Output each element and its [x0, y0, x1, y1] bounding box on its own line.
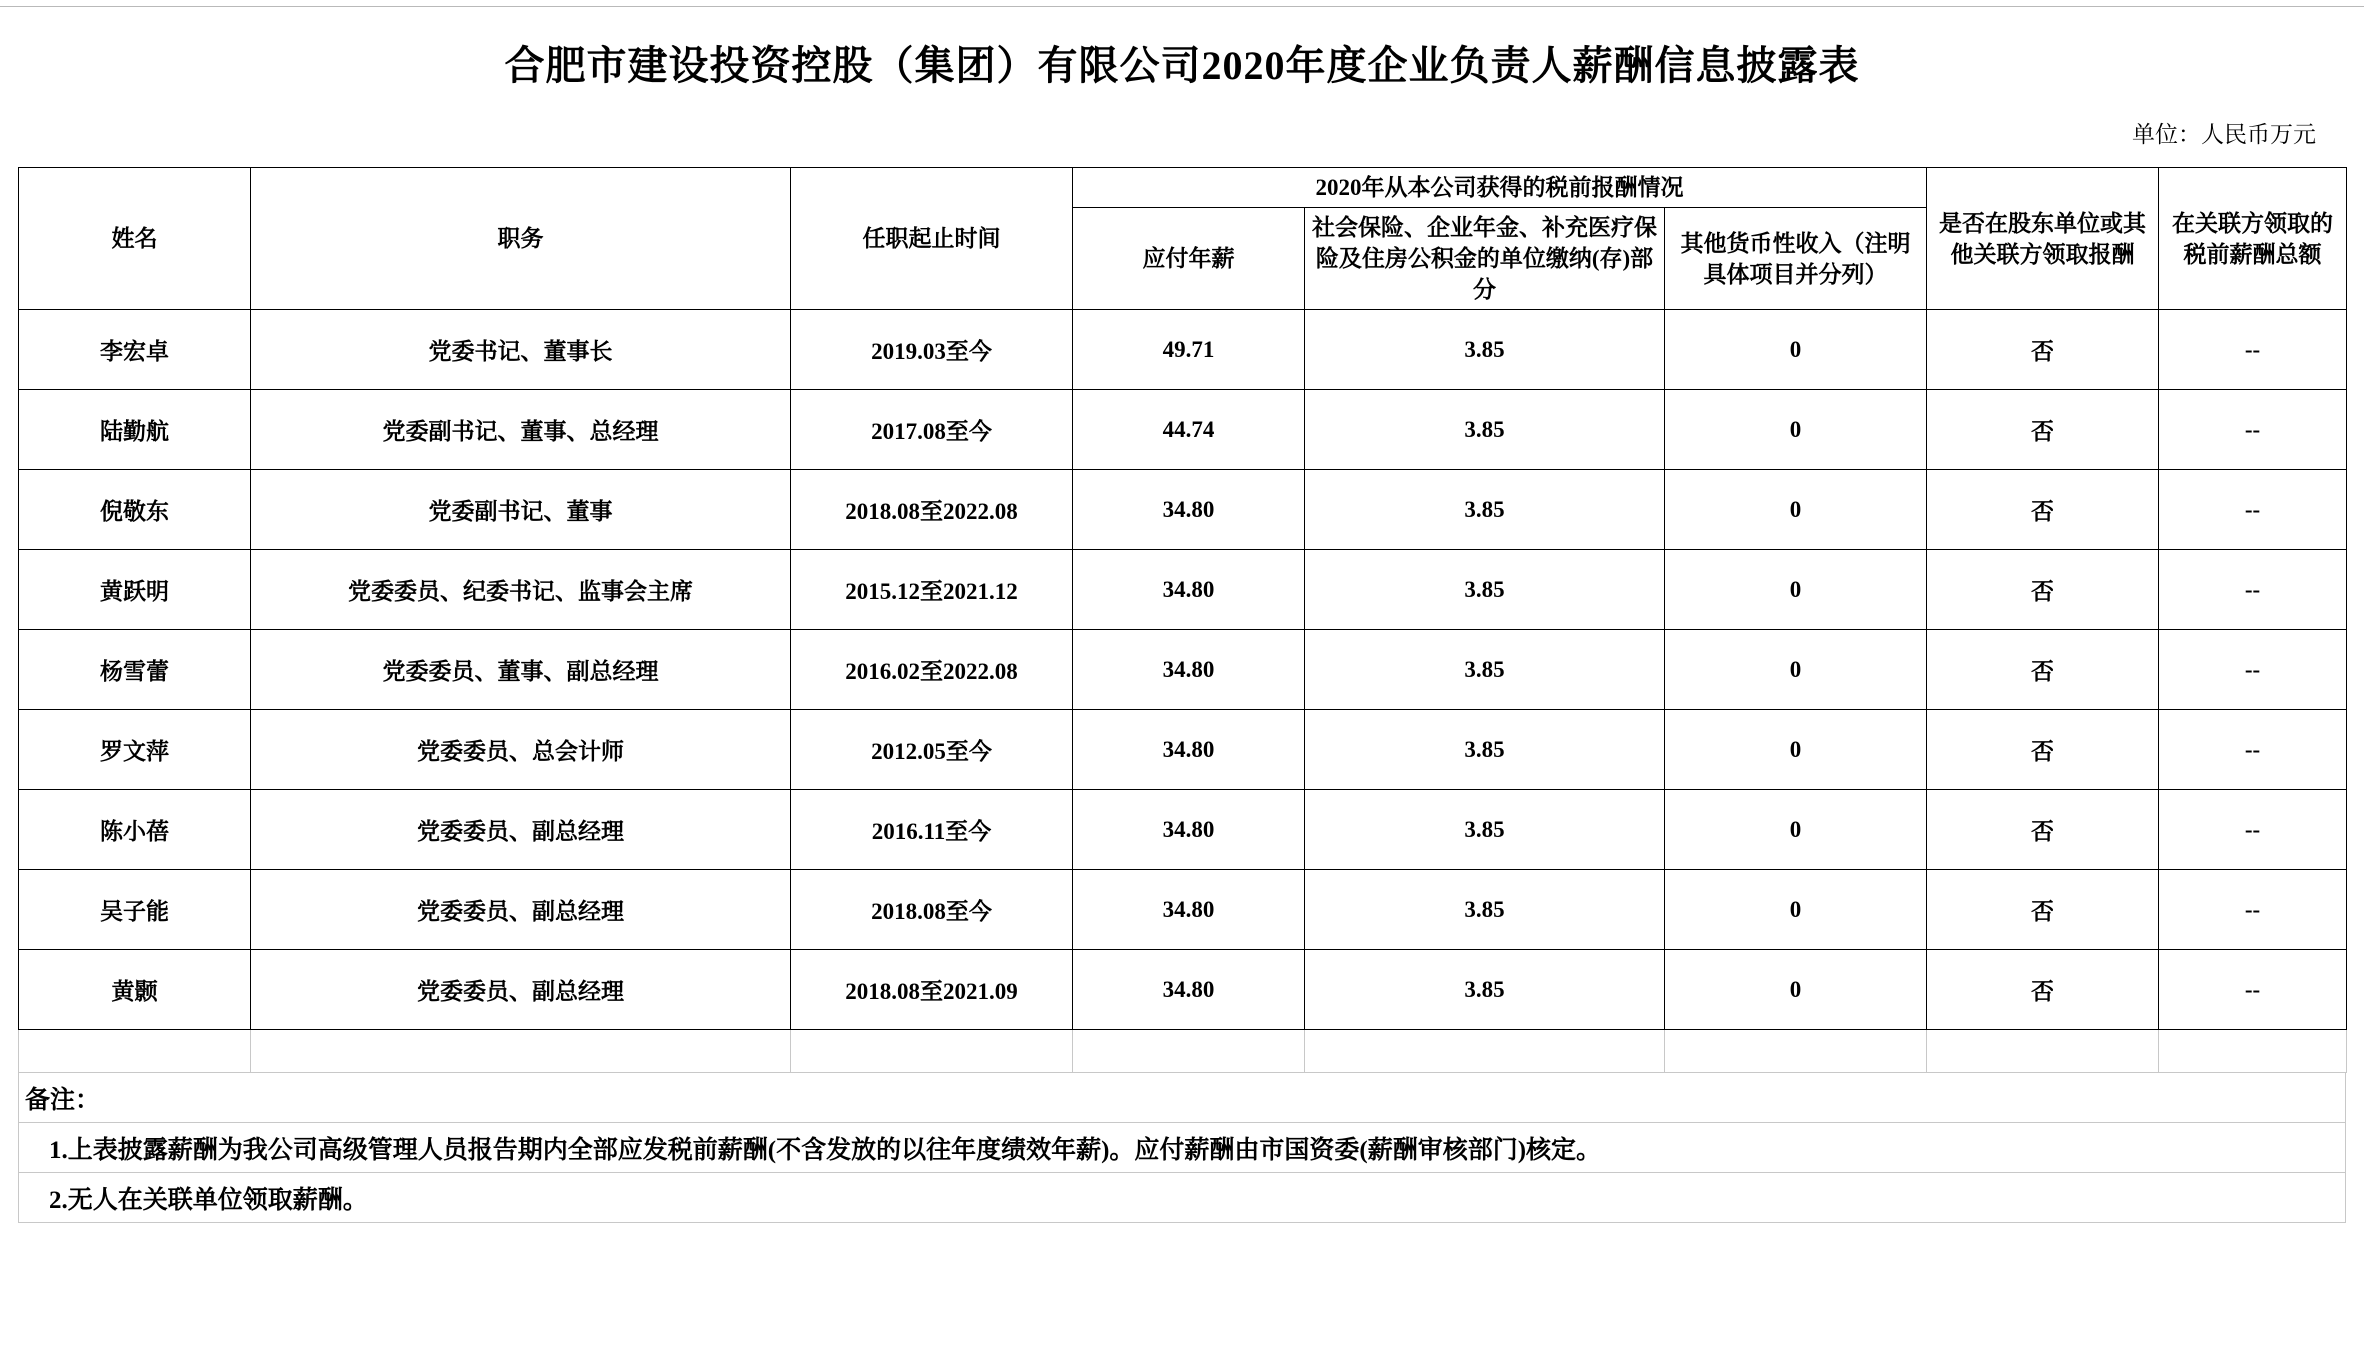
cell-insurance: 3.85: [1305, 550, 1665, 630]
cell-annual-pay: 34.80: [1073, 870, 1305, 950]
column-header-tenure: 任职起止时间: [791, 168, 1073, 310]
table-body: [19, 310, 2347, 1030]
note-item-text: 2.无人在关联单位领取薪酬。: [49, 1186, 368, 1214]
cell-from-shareholder: 否: [1927, 870, 2159, 950]
cell-annual-pay: 49.71: [1073, 310, 1305, 390]
cell-name: 李宏卓: [19, 310, 251, 390]
cell-from-shareholder: 否: [1927, 710, 2159, 790]
cell-related-total: --: [2159, 870, 2347, 950]
cell-name: 黄颢: [19, 950, 251, 1030]
spacer-cell: [1073, 1030, 1305, 1073]
table-row: [19, 310, 2347, 390]
column-header-related-total: 在关联方领取的税前薪酬总额: [2159, 168, 2347, 310]
cell-insurance: 3.85: [1305, 310, 1665, 390]
spacer-cell: [1305, 1030, 1665, 1073]
spacer-cell: [1665, 1030, 1927, 1073]
cell-annual-pay: 34.80: [1073, 470, 1305, 550]
notes-section: [18, 1073, 2346, 1223]
cell-post: 党委委员、总会计师: [251, 710, 791, 790]
cell-post: 党委委员、董事、副总经理: [251, 630, 791, 710]
cell-other-income: 0: [1665, 790, 1927, 870]
table-row: [19, 390, 2347, 470]
cell-post: 党委副书记、董事: [251, 470, 791, 550]
table-header: [19, 168, 2347, 310]
cell-post: 党委书记、董事长: [251, 310, 791, 390]
cell-annual-pay: 44.74: [1073, 390, 1305, 470]
cell-post: 党委委员、副总经理: [251, 950, 791, 1030]
spacer-cell: [1927, 1030, 2159, 1073]
note-item: [18, 1173, 2346, 1223]
cell-tenure: 2016.02至2022.08: [791, 630, 1073, 710]
cell-related-total: --: [2159, 790, 2347, 870]
cell-other-income: 0: [1665, 470, 1927, 550]
table-row: [19, 630, 2347, 710]
cell-insurance: 3.85: [1305, 710, 1665, 790]
cell-tenure: 2018.08至2022.08: [791, 470, 1073, 550]
cell-related-total: --: [2159, 310, 2347, 390]
unit-note: 单位：人民币万元: [2132, 122, 2316, 147]
table-row: [19, 710, 2347, 790]
cell-other-income: 0: [1665, 310, 1927, 390]
note-item-text: 1.上表披露薪酬为我公司高级管理人员报告期内全部应发税前薪酬(不含发放的以往年度绩效年薪)。应付薪酬由市国资委(薪酬审核部门)核定。: [49, 1136, 1602, 1164]
spacer-row: [18, 1030, 2347, 1073]
cell-name: 罗文萍: [19, 710, 251, 790]
cell-from-shareholder: 否: [1927, 390, 2159, 470]
column-header-insurance: 社会保险、企业年金、补充医疗保险及住房公积金的单位缴纳(存)部分: [1305, 208, 1665, 310]
cell-from-shareholder: 否: [1927, 550, 2159, 630]
table-row: [19, 470, 2347, 550]
column-header-name: 姓名: [19, 168, 251, 310]
cell-post: 党委副书记、董事、总经理: [251, 390, 791, 470]
top-rule-divider: [0, 6, 2364, 7]
cell-name: 吴子能: [19, 870, 251, 950]
column-header-group-pretax: 2020年从本公司获得的税前报酬情况: [1073, 168, 1927, 208]
cell-tenure: 2016.11至今: [791, 790, 1073, 870]
cell-other-income: 0: [1665, 390, 1927, 470]
cell-related-total: --: [2159, 710, 2347, 790]
cell-insurance: 3.85: [1305, 790, 1665, 870]
cell-tenure: 2015.12至2021.12: [791, 550, 1073, 630]
cell-from-shareholder: 否: [1927, 630, 2159, 710]
cell-name: 黄跃明: [19, 550, 251, 630]
cell-name: 陈小蓓: [19, 790, 251, 870]
cell-tenure: 2018.08至2021.09: [791, 950, 1073, 1030]
cell-insurance: 3.85: [1305, 390, 1665, 470]
spacer-cell: [791, 1030, 1073, 1073]
column-header-annual-pay: 应付年薪: [1073, 208, 1305, 310]
cell-other-income: 0: [1665, 550, 1927, 630]
cell-tenure: 2017.08至今: [791, 390, 1073, 470]
table-row: [19, 550, 2347, 630]
cell-related-total: --: [2159, 630, 2347, 710]
notes-label: 备注：: [25, 1086, 101, 1114]
cell-from-shareholder: 否: [1927, 470, 2159, 550]
header-row-top: [19, 168, 2347, 208]
spacer-cell: [251, 1030, 791, 1073]
cell-annual-pay: 34.80: [1073, 630, 1305, 710]
cell-name: 杨雪蕾: [19, 630, 251, 710]
cell-related-total: --: [2159, 470, 2347, 550]
cell-name: 陆勤航: [19, 390, 251, 470]
table-row: [19, 870, 2347, 950]
cell-related-total: --: [2159, 950, 2347, 1030]
cell-from-shareholder: 否: [1927, 950, 2159, 1030]
cell-from-shareholder: 否: [1927, 790, 2159, 870]
spacer-cell: [19, 1030, 251, 1073]
cell-insurance: 3.85: [1305, 630, 1665, 710]
cell-annual-pay: 34.80: [1073, 710, 1305, 790]
cell-related-total: --: [2159, 390, 2347, 470]
cell-post: 党委委员、副总经理: [251, 870, 791, 950]
cell-insurance: 3.85: [1305, 870, 1665, 950]
cell-other-income: 0: [1665, 710, 1927, 790]
cell-from-shareholder: 否: [1927, 310, 2159, 390]
notes-label-row: [18, 1073, 2346, 1123]
cell-insurance: 3.85: [1305, 950, 1665, 1030]
cell-tenure: 2018.08至今: [791, 870, 1073, 950]
table-row: [19, 950, 2347, 1030]
cell-annual-pay: 34.80: [1073, 950, 1305, 1030]
salary-disclosure-table: [18, 167, 2347, 1030]
cell-other-income: 0: [1665, 630, 1927, 710]
cell-other-income: 0: [1665, 950, 1927, 1030]
title-block: [18, 0, 2346, 149]
cell-tenure: 2019.03至今: [791, 310, 1073, 390]
cell-annual-pay: 34.80: [1073, 550, 1305, 630]
cell-name: 倪敬东: [19, 470, 251, 550]
cell-tenure: 2012.05至今: [791, 710, 1073, 790]
column-header-other-income: 其他货币性收入（注明具体项目并分列）: [1665, 208, 1927, 310]
cell-insurance: 3.85: [1305, 470, 1665, 550]
cell-post: 党委委员、副总经理: [251, 790, 791, 870]
page-title: 合肥市建设投资控股（集团）有限公司2020年度企业负责人薪酬信息披露表: [504, 43, 1860, 88]
column-header-post: 职务: [251, 168, 791, 310]
spacer-cell: [2159, 1030, 2347, 1073]
note-item: [18, 1123, 2346, 1173]
cell-annual-pay: 34.80: [1073, 790, 1305, 870]
column-header-from-shareholder: 是否在股东单位或其他关联方领取报酬: [1927, 168, 2159, 310]
cell-post: 党委委员、纪委书记、监事会主席: [251, 550, 791, 630]
cell-other-income: 0: [1665, 870, 1927, 950]
cell-related-total: --: [2159, 550, 2347, 630]
table-row: [19, 790, 2347, 870]
